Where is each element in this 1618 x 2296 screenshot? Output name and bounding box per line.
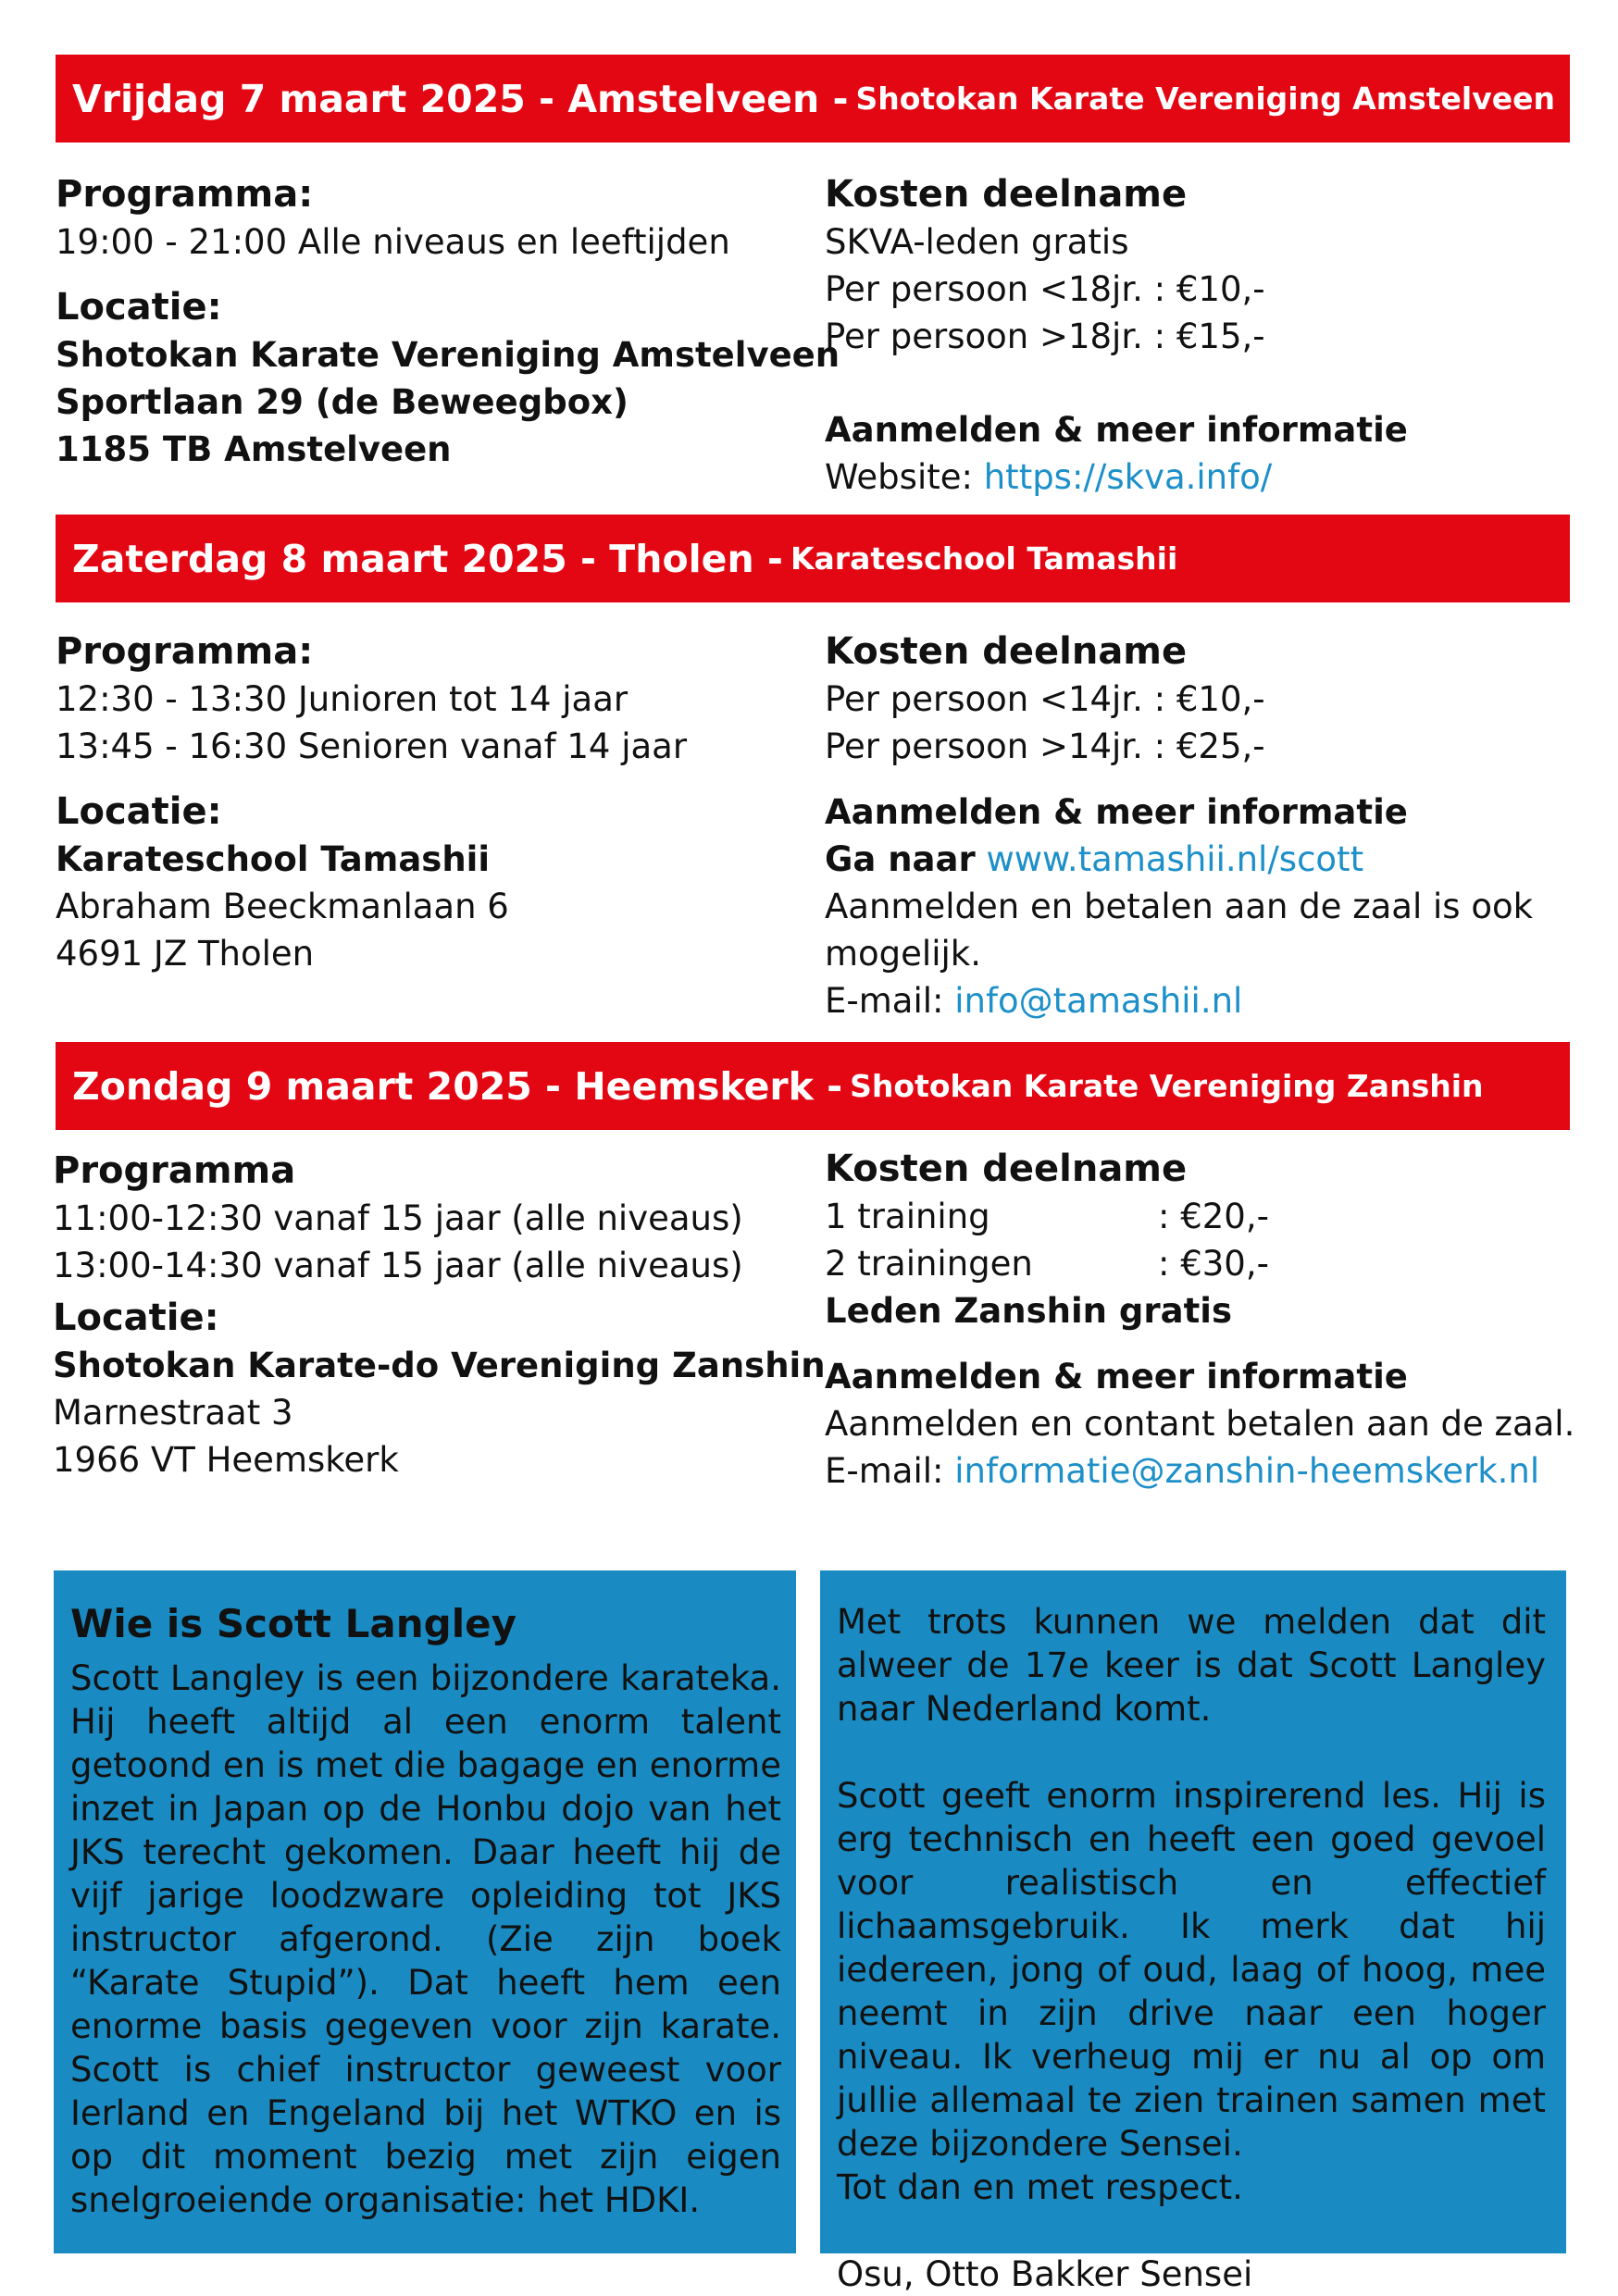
event-club-name: Shotokan Karate Vereniging Zanshin	[850, 1068, 1484, 1104]
programma-line: 19:00 - 21:00 Alle niveaus en leeftijden	[56, 222, 730, 262]
goto-prefix: Ga naar	[825, 839, 976, 879]
event-date-title: Zondag 9 maart 2025 - Heemskerk -	[72, 1063, 843, 1109]
bio-box	[54, 1570, 796, 2253]
locatie-label: Locatie:	[56, 790, 222, 833]
event-3-left-column	[53, 1148, 826, 1483]
kosten-line: Per persoon >14jr. : €25,-	[825, 726, 1265, 766]
aanmelden-label: Aanmelden & meer informatie	[825, 792, 1408, 832]
kosten-row-label: 1 training	[825, 1197, 990, 1236]
locatie-label: Locatie:	[53, 1297, 219, 1339]
locatie-line: Abraham Beeckmanlaan 6	[56, 887, 509, 926]
locatie-name: Shotokan Karate-do Vereniging Zanshin	[53, 1346, 826, 1385]
message-paragraph: Met trots kunnen we melden dat dit alweer de 17e keer is dat Scott Langley naar Nederland komt.	[837, 1602, 1546, 1729]
event-2-right-column	[825, 628, 1533, 1024]
kosten-line: Per persoon <18jr. : €10,-	[825, 269, 1265, 309]
event-club-name: Karateschool Tamashii	[790, 540, 1178, 577]
event-club-name: Shotokan Karate Vereniging Amstelveen	[855, 81, 1555, 117]
email-link[interactable]: informatie@zanshin-heemskerk.nl	[954, 1451, 1540, 1491]
kosten-label: Kosten deelname	[825, 173, 1188, 216]
event-1-right-column	[825, 171, 1408, 501]
kosten-row	[825, 1240, 1574, 1287]
event-3-right-column	[825, 1146, 1574, 1495]
email-prefix: E-mail:	[825, 1451, 944, 1491]
kosten-row-label: 2 trainingen	[825, 1244, 1033, 1284]
programma-line: 13:45 - 16:30 Senioren vanaf 14 jaar	[56, 726, 688, 766]
email-line	[825, 1447, 1574, 1495]
event-banner-amstelveen	[56, 55, 1570, 143]
locatie-line: 1966 VT Heemskerk	[53, 1440, 399, 1480]
message-signature: Osu, Otto Bakker Sensei	[837, 2254, 1253, 2294]
programma-label: Programma:	[56, 630, 314, 673]
email-prefix: E-mail:	[825, 981, 944, 1021]
locatie-label: Locatie:	[56, 286, 222, 329]
programma-line: 12:30 - 13:30 Junioren tot 14 jaar	[56, 679, 629, 719]
kosten-line: SKVA-leden gratis	[825, 222, 1129, 262]
website-link[interactable]: https://skva.info/	[983, 457, 1273, 497]
aanmelden-label: Aanmelden & meer informatie	[825, 1357, 1408, 1396]
message-closing: Tot dan en met respect.	[837, 2167, 1243, 2207]
event-banner-heemskerk	[56, 1042, 1570, 1130]
bio-title: Wie is Scott Langley	[70, 1601, 517, 1646]
locatie-line: Marnestraat 3	[53, 1393, 293, 1433]
website-prefix: Website:	[825, 457, 973, 497]
kosten-line: Per persoon >18jr. : €15,-	[825, 316, 1265, 356]
kosten-line: Per persoon <14jr. : €10,-	[825, 679, 1265, 719]
locatie-line: Karateschool Tamashii	[56, 839, 491, 879]
kosten-label: Kosten deelname	[825, 630, 1188, 673]
kosten-extra: Leden Zanshin gratis	[825, 1291, 1232, 1331]
kosten-label: Kosten deelname	[825, 1148, 1188, 1190]
programma-line: 11:00-12:30 vanaf 15 jaar (alle niveaus)	[53, 1198, 743, 1238]
event-banner-tholen	[56, 515, 1570, 602]
locatie-line: 1185 TB Amstelveen	[56, 429, 452, 469]
note-line: Aanmelden en betalen aan de zaal is ook	[825, 887, 1534, 926]
programma-label: Programma	[53, 1149, 296, 1192]
locatie-line: Shotokan Karate Vereniging Amstelveen	[56, 335, 840, 375]
kosten-row-price: : €20,-	[1158, 1197, 1269, 1236]
email-link[interactable]: info@tamashii.nl	[954, 981, 1243, 1021]
kosten-row	[825, 1193, 1574, 1240]
aanmelden-label: Aanmelden & meer informatie	[825, 410, 1408, 450]
locatie-line: 4691 JZ Tholen	[56, 934, 315, 974]
tamashii-link[interactable]: www.tamashii.nl/scott	[986, 839, 1364, 879]
note-line: mogelijk.	[825, 934, 981, 974]
programma-line: 13:00-14:30 vanaf 15 jaar (alle niveaus)	[53, 1246, 743, 1285]
message-box	[820, 1570, 1566, 2294]
website-line	[825, 453, 1408, 501]
locatie-line: Sportlaan 29 (de Beweegbox)	[56, 382, 629, 422]
goto-line	[825, 836, 1533, 883]
note-line: Aanmelden en contant betalen aan de zaal.	[825, 1404, 1575, 1444]
event-2-left-column	[56, 628, 687, 977]
kosten-row-price: : €30,-	[1158, 1244, 1269, 1284]
event-date-title: Zaterdag 8 maart 2025 - Tholen -	[72, 536, 783, 581]
message-paragraph: Scott geeft enorm inspirerend les. Hij is erg technisch en heeft een goed gevoel voor realistisch en effectief lichaamsgebruik. Ik merk dat hij iedereen, jong of oud, laag of hoog, mee neemt in zijn drive naar een hoger niveau. Ik verheug mij er nu al op om jullie allemaal te zien trainen samen met deze bijzondere Sensei.	[837, 1776, 1546, 2164]
programma-label: Programma:	[56, 173, 314, 216]
event-1-left-column	[56, 171, 840, 473]
event-date-title: Vrijdag 7 maart 2025 - Amstelveen -	[72, 76, 849, 121]
email-line	[825, 977, 1533, 1024]
bio-text: Scott Langley is een bijzondere karateka. Hij heeft altijd al een enorm talent getoond en is met die bagage en enorme inzet in Japan op de Honbu dojo van het JKS terecht gekomen. Daar heeft hij de vijf jarige loodzware opleiding tot JKS instructor afgerond. (Zie zijn boek “Karate Stupid”). Dat heeft hem een enorme basis gegeven voor zijn karate. Scott is chief instructor geweest voor Ierland en Engeland bij het WTKO en is op dit moment bezig met zijn eigen snelgroeiende organisatie: het HDKI.	[70, 1658, 781, 2220]
